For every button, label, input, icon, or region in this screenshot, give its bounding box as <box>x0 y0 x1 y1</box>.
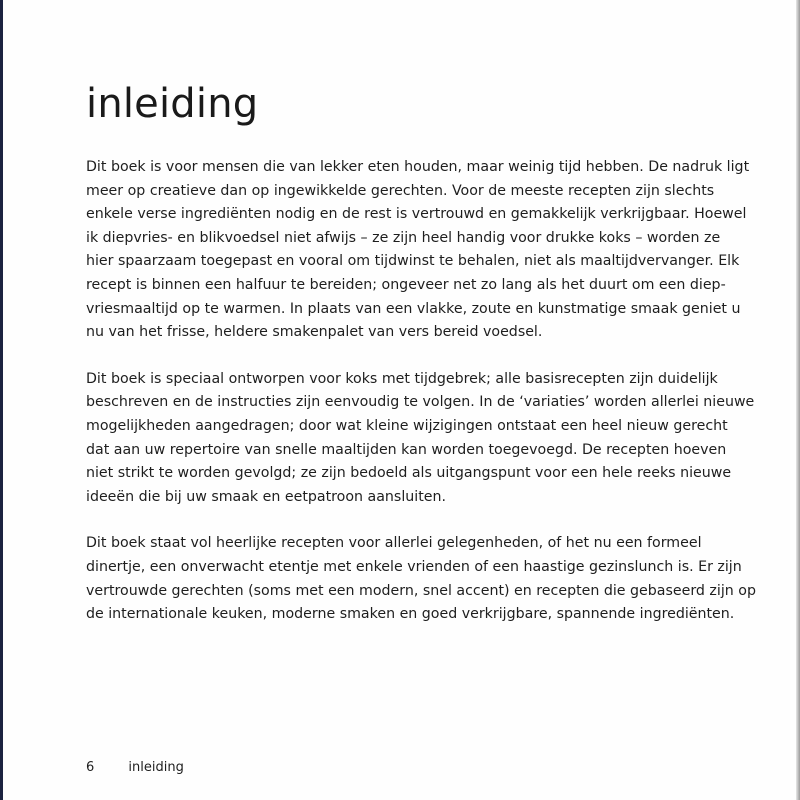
text-line: dinertje, een onverwacht etentje met enkele vrienden of een haastige gezinslunch is. Er zijn <box>86 558 742 575</box>
text-line: de internationale keuken, moderne smaken en goed verkrijgbare, spannende ingrediënten. <box>86 606 735 623</box>
paragraph-2 <box>86 368 755 510</box>
text-line: nu van het frisse, heldere smakenpalet van vers bereid voedsel. <box>86 324 543 341</box>
text-line: hier spaarzaam toegepast en vooral om tijdwinst te behalen, niet als maaltijdvervanger. Elk <box>86 253 740 270</box>
text-line: ik diepvries- en blikvoedsel niet afwijs – ze zijn heel handig voor drukke koks – worden ze <box>86 229 721 246</box>
paragraph-3 <box>86 532 756 626</box>
text-line: Dit boek is speciaal ontworpen voor koks met tijdgebrek; alle basisrecepten zijn duidelijk <box>86 370 718 387</box>
text-line: Dit boek is voor mensen die van lekker eten houden, maar weinig tijd hebben. De nadruk ligt <box>86 159 750 175</box>
page-edge-right <box>796 0 800 800</box>
text-line: beschreven en de instructies zijn eenvoudig te volgen. In de ‘variaties’ worden allerlei nieuwe <box>86 394 755 411</box>
text-line: ideeën die bij uw smaak en eetpatroon aansluiten. <box>86 488 446 505</box>
running-footer-section: inleiding <box>128 760 184 775</box>
page-edge-left <box>0 0 3 800</box>
text-line: recept is binnen een halfuur te bereiden; ongeveer net zo lang als het duurt om een diep- <box>86 276 726 293</box>
page-number: 6 <box>86 760 95 775</box>
body-text <box>86 156 756 650</box>
page-footer <box>86 760 184 775</box>
text-line: dat aan uw repertoire van snelle maaltijden kan worden toegevoegd. De recepten hoeven <box>86 441 727 458</box>
text-line: mogelijkheden aangedragen; door wat kleine wijzigingen ontstaat een heel nieuw gerecht <box>86 417 728 434</box>
text-line: vertrouwde gerechten (soms met een modern, snel accent) en recepten die gebaseerd zijn op <box>86 582 756 599</box>
text-line: meer op creatieve dan op ingewikkelde gerechten. Voor de meeste recepten zijn slechts <box>86 182 715 199</box>
text-line: vriesmaaltijd op te warmen. In plaats van een vlakke, zoute en kunstmatige smaak geniet u <box>86 300 741 317</box>
text-line: niet strikt te worden gevolgd; ze zijn bedoeld als uitgangspunt voor een hele reeks nieuwe <box>86 465 732 482</box>
text-line: enkele verse ingrediënten nodig en de rest is vertrouwd en gemakkelijk verkrijgbaar. Hoewel <box>86 206 747 223</box>
text-line: Dit boek staat vol heerlijke recepten voor allerlei gelegenheden, of het nu een formeel <box>86 535 702 552</box>
page-title: inleiding <box>86 81 259 127</box>
paragraph-1 <box>86 156 750 345</box>
